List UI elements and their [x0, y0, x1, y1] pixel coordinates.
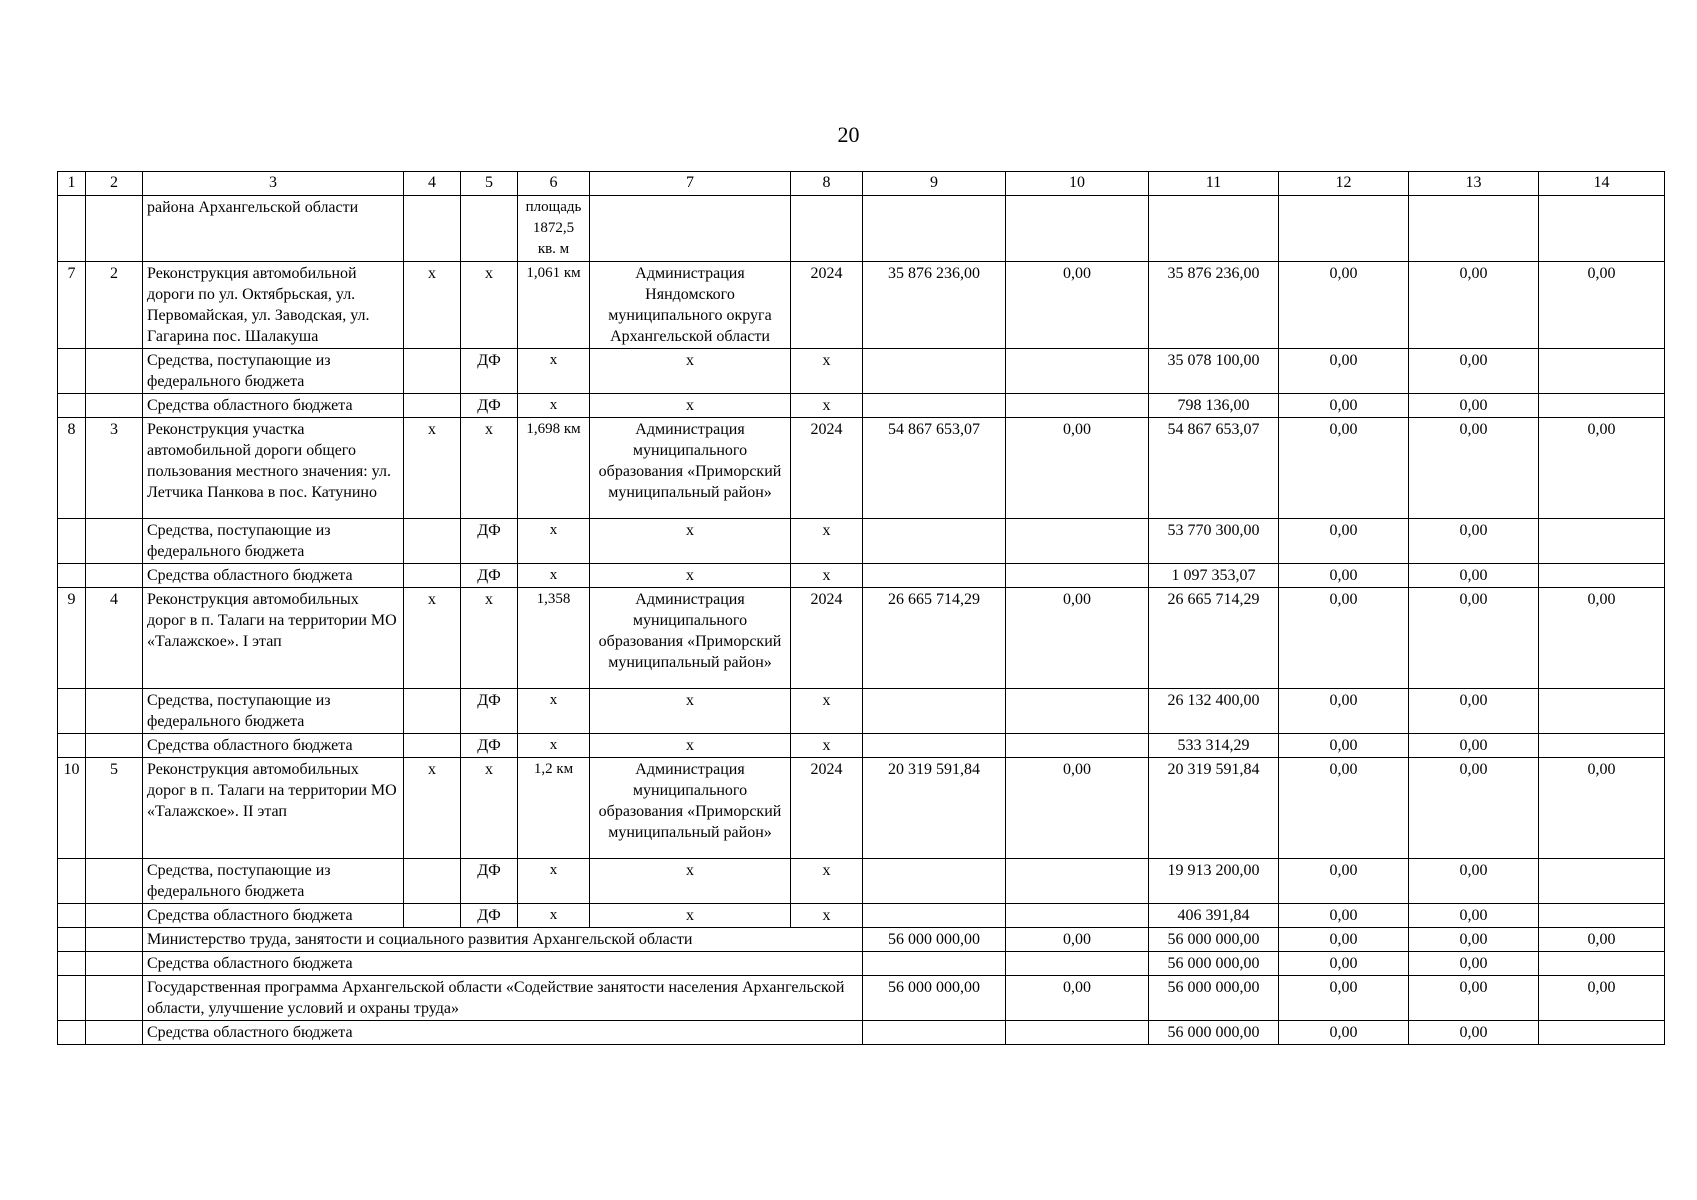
table-cell: [58, 689, 86, 734]
table-cell: 0,00: [1409, 418, 1539, 519]
table-cell: Администрация Няндомского муниципального округа Архангельской области: [590, 262, 791, 349]
table-cell: Министерство труда, занятости и социального развития Архангельской области: [143, 928, 863, 952]
table-cell: 0,00: [1539, 588, 1665, 689]
table-cell: х: [590, 859, 791, 904]
table-cell: 0,00: [1409, 904, 1539, 928]
table-cell: [1006, 904, 1149, 928]
table-row: [58, 588, 1665, 689]
table-cell: 9: [58, 588, 86, 689]
table-cell: 56 000 000,00: [1149, 928, 1279, 952]
table-cell: [1539, 196, 1665, 262]
table-cell: 0,00: [1279, 904, 1409, 928]
table-cell: Администрация муниципального образования «Приморский муниципальный район»: [590, 418, 791, 519]
table-cell: 0,00: [1539, 928, 1665, 952]
table-cell: [404, 519, 461, 564]
table-cell: 56 000 000,00: [863, 928, 1006, 952]
table-cell: [86, 976, 143, 1021]
table-cell: 0,00: [1279, 349, 1409, 394]
table-cell: 0,00: [1279, 758, 1409, 859]
table-cell: 0,00: [1279, 418, 1409, 519]
table-cell: 56 000 000,00: [1149, 976, 1279, 1021]
table-cell: 20 319 591,84: [1149, 758, 1279, 859]
table-cell: ДФ: [461, 564, 518, 588]
table-cell: 0,00: [1539, 418, 1665, 519]
table-cell: х: [590, 349, 791, 394]
table-cell: х: [791, 564, 863, 588]
table-cell: [1539, 394, 1665, 418]
table-row: [58, 734, 1665, 758]
table-cell: ДФ: [461, 859, 518, 904]
table-cell: [404, 196, 461, 262]
table-cell: [58, 859, 86, 904]
column-header: 1: [58, 172, 86, 196]
column-header: 14: [1539, 172, 1665, 196]
table-cell: 0,00: [1409, 976, 1539, 1021]
table-cell: 0,00: [1539, 758, 1665, 859]
table-cell: 0,00: [1409, 734, 1539, 758]
table-cell: 0,00: [1409, 758, 1539, 859]
table-cell: 1,358: [518, 588, 590, 689]
table-cell: 0,00: [1279, 689, 1409, 734]
table-cell: х: [590, 564, 791, 588]
table-cell: х: [518, 689, 590, 734]
table-cell: ДФ: [461, 689, 518, 734]
table-cell: х: [404, 758, 461, 859]
table-cell: 26 132 400,00: [1149, 689, 1279, 734]
table-cell: [404, 394, 461, 418]
table-row: [58, 928, 1665, 952]
table-cell: [1539, 1021, 1665, 1045]
table-cell: 1,2 км: [518, 758, 590, 859]
table-cell: 0,00: [1409, 349, 1539, 394]
table-cell: 56 000 000,00: [1149, 1021, 1279, 1045]
table-row: [58, 859, 1665, 904]
table-cell: х: [461, 758, 518, 859]
column-header: 4: [404, 172, 461, 196]
table-cell: 53 770 300,00: [1149, 519, 1279, 564]
table-cell: [404, 904, 461, 928]
table-cell: [58, 928, 86, 952]
table-cell: [404, 734, 461, 758]
table-cell: 798 136,00: [1149, 394, 1279, 418]
column-header: 2: [86, 172, 143, 196]
column-header: 3: [143, 172, 404, 196]
table-cell: х: [791, 859, 863, 904]
table-cell: [1539, 859, 1665, 904]
table-cell: [863, 394, 1006, 418]
column-header: 11: [1149, 172, 1279, 196]
table-row: [58, 1021, 1665, 1045]
table-cell: 0,00: [1409, 588, 1539, 689]
table-cell: [1539, 519, 1665, 564]
table-cell: [791, 196, 863, 262]
table-cell: 0,00: [1279, 588, 1409, 689]
table-cell: [404, 689, 461, 734]
table-row: [58, 196, 1665, 262]
table-cell: [86, 564, 143, 588]
table-row: [58, 952, 1665, 976]
table-cell: [58, 1021, 86, 1045]
table-cell: [404, 349, 461, 394]
table-cell: 0,00: [1279, 976, 1409, 1021]
table-cell: [58, 349, 86, 394]
table-cell: 1,698 км: [518, 418, 590, 519]
table-cell: [86, 196, 143, 262]
table-cell: Реконструкция автомобильной дороги по ул. Октябрьская, ул. Первомайская, ул. Заводская, ул. Гагарина пос. Шалакуша: [143, 262, 404, 349]
column-header: 6: [518, 172, 590, 196]
table-cell: 0,00: [1006, 418, 1149, 519]
table-cell: [863, 1021, 1006, 1045]
table-cell: 35 078 100,00: [1149, 349, 1279, 394]
table-cell: [86, 519, 143, 564]
table-cell: [590, 196, 791, 262]
table-cell: Средства областного бюджета: [143, 564, 404, 588]
table-cell: х: [518, 394, 590, 418]
page-number: 20: [837, 122, 860, 147]
table-cell: 0,00: [1409, 1021, 1539, 1045]
table-cell: 0,00: [1409, 262, 1539, 349]
table-body: [58, 172, 1665, 1045]
table-cell: 1,061 км: [518, 262, 590, 349]
table-row: [58, 689, 1665, 734]
column-header: 7: [590, 172, 791, 196]
column-header-row: [58, 172, 1665, 196]
table-cell: х: [791, 519, 863, 564]
table-cell: 0,00: [1279, 519, 1409, 564]
table-cell: [58, 196, 86, 262]
table-cell: 0,00: [1279, 734, 1409, 758]
table-cell: 0,00: [1006, 928, 1149, 952]
table-cell: х: [791, 349, 863, 394]
table-cell: 2024: [791, 758, 863, 859]
table-cell: [1539, 349, 1665, 394]
table-cell: х: [791, 394, 863, 418]
table-cell: 20 319 591,84: [863, 758, 1006, 859]
table-cell: [404, 859, 461, 904]
table-cell: х: [590, 689, 791, 734]
table-cell: 3: [86, 418, 143, 519]
table-cell: 26 665 714,29: [863, 588, 1006, 689]
column-header: 10: [1006, 172, 1149, 196]
table-cell: площадь 1872,5 кв. м: [518, 196, 590, 262]
table-row: [58, 262, 1665, 349]
table-cell: [1006, 196, 1149, 262]
table-cell: [86, 394, 143, 418]
table-cell: 35 876 236,00: [863, 262, 1006, 349]
table-cell: [1279, 196, 1409, 262]
table-cell: [863, 349, 1006, 394]
table-cell: х: [461, 262, 518, 349]
table-cell: 533 314,29: [1149, 734, 1279, 758]
table-cell: х: [518, 734, 590, 758]
table-cell: ДФ: [461, 734, 518, 758]
table-cell: 2024: [791, 588, 863, 689]
table-cell: [1539, 689, 1665, 734]
table-cell: [863, 859, 1006, 904]
table-cell: [58, 952, 86, 976]
table-cell: [1006, 519, 1149, 564]
budget-table: [57, 171, 1665, 1045]
table-cell: 56 000 000,00: [863, 976, 1006, 1021]
table-cell: [1006, 564, 1149, 588]
table-cell: [1539, 952, 1665, 976]
table-cell: [863, 519, 1006, 564]
table-cell: 56 000 000,00: [1149, 952, 1279, 976]
table-cell: [58, 564, 86, 588]
table-cell: [1409, 196, 1539, 262]
table-cell: х: [791, 689, 863, 734]
table-cell: х: [590, 734, 791, 758]
table-cell: [86, 928, 143, 952]
table-cell: [1006, 394, 1149, 418]
table-cell: 35 876 236,00: [1149, 262, 1279, 349]
table-cell: 0,00: [1409, 394, 1539, 418]
table-cell: [58, 904, 86, 928]
table-cell: х: [461, 588, 518, 689]
table-cell: Средства, поступающие из федерального бюджета: [143, 349, 404, 394]
table-cell: [1006, 1021, 1149, 1045]
table-cell: х: [590, 519, 791, 564]
table-cell: [1006, 734, 1149, 758]
table-cell: ДФ: [461, 394, 518, 418]
table-cell: 2: [86, 262, 143, 349]
table-cell: [1006, 952, 1149, 976]
column-header: 13: [1409, 172, 1539, 196]
table-cell: 0,00: [1006, 758, 1149, 859]
table-cell: [863, 734, 1006, 758]
table-cell: 0,00: [1539, 262, 1665, 349]
table-cell: района Архангельской области: [143, 196, 404, 262]
table-cell: [1539, 904, 1665, 928]
table-cell: Реконструкция автомобильных дорог в п. Талаги на территории МО «Талажское». II этап: [143, 758, 404, 859]
table-cell: [86, 349, 143, 394]
table-cell: [58, 734, 86, 758]
table-cell: х: [791, 904, 863, 928]
table-cell: [86, 1021, 143, 1045]
table-cell: 0,00: [1279, 928, 1409, 952]
table-cell: х: [518, 564, 590, 588]
table-cell: Средства областного бюджета: [143, 952, 863, 976]
table-cell: 7: [58, 262, 86, 349]
table-cell: [86, 734, 143, 758]
table-cell: х: [590, 394, 791, 418]
table-cell: [1149, 196, 1279, 262]
table-cell: х: [404, 262, 461, 349]
column-header: 9: [863, 172, 1006, 196]
table-cell: [1006, 859, 1149, 904]
table-cell: 0,00: [1539, 976, 1665, 1021]
table-cell: 0,00: [1279, 1021, 1409, 1045]
table-cell: [1539, 734, 1665, 758]
table-row: [58, 349, 1665, 394]
table-cell: х: [404, 588, 461, 689]
table-cell: 5: [86, 758, 143, 859]
table-cell: [1006, 689, 1149, 734]
table-cell: х: [518, 859, 590, 904]
table-cell: Средства областного бюджета: [143, 734, 404, 758]
table-cell: 0,00: [1409, 952, 1539, 976]
table-cell: х: [461, 418, 518, 519]
table-cell: 8: [58, 418, 86, 519]
table-cell: [863, 564, 1006, 588]
table-cell: ДФ: [461, 519, 518, 564]
table-cell: Средства, поступающие из федерального бюджета: [143, 519, 404, 564]
table-cell: Администрация муниципального образования «Приморский муниципальный район»: [590, 588, 791, 689]
column-header: 12: [1279, 172, 1409, 196]
column-header: 5: [461, 172, 518, 196]
table-cell: [58, 394, 86, 418]
table-cell: ДФ: [461, 349, 518, 394]
table-cell: 0,00: [1006, 588, 1149, 689]
table-cell: х: [518, 519, 590, 564]
table-cell: 1 097 353,07: [1149, 564, 1279, 588]
table-cell: 0,00: [1006, 976, 1149, 1021]
table-cell: 0,00: [1006, 262, 1149, 349]
table-row: [58, 976, 1665, 1021]
table-cell: [86, 859, 143, 904]
table-cell: [863, 689, 1006, 734]
table-cell: 2024: [791, 262, 863, 349]
table-cell: ДФ: [461, 904, 518, 928]
table-cell: 54 867 653,07: [863, 418, 1006, 519]
table-cell: х: [791, 734, 863, 758]
table-row: [58, 904, 1665, 928]
table-cell: 19 913 200,00: [1149, 859, 1279, 904]
table-cell: 0,00: [1409, 564, 1539, 588]
table-cell: [461, 196, 518, 262]
table-cell: [58, 976, 86, 1021]
table-cell: 0,00: [1279, 394, 1409, 418]
table-cell: 54 867 653,07: [1149, 418, 1279, 519]
table-cell: 0,00: [1409, 928, 1539, 952]
table-cell: Средства, поступающие из федерального бюджета: [143, 859, 404, 904]
table-cell: Администрация муниципального образования «Приморский муниципальный район»: [590, 758, 791, 859]
table-cell: Государственная программа Архангельской области «Содействие занятости населения Архангельской области, улучшение условий и охраны труда»: [143, 976, 863, 1021]
table-cell: [86, 689, 143, 734]
table-cell: [404, 564, 461, 588]
table-cell: 10: [58, 758, 86, 859]
table-cell: Реконструкция автомобильных дорог в п. Талаги на территории МО «Талажское». I этап: [143, 588, 404, 689]
table-cell: х: [404, 418, 461, 519]
table-cell: Средства, поступающие из федерального бюджета: [143, 689, 404, 734]
table-cell: 0,00: [1279, 952, 1409, 976]
table-cell: [1006, 349, 1149, 394]
table-cell: Средства областного бюджета: [143, 904, 404, 928]
table-row: [58, 758, 1665, 859]
table-cell: х: [518, 904, 590, 928]
table-cell: 0,00: [1279, 859, 1409, 904]
table-cell: [86, 952, 143, 976]
table-cell: [863, 952, 1006, 976]
table-cell: 0,00: [1409, 689, 1539, 734]
table-cell: 4: [86, 588, 143, 689]
table-cell: Средства областного бюджета: [143, 394, 404, 418]
table-cell: 2024: [791, 418, 863, 519]
table-cell: [58, 519, 86, 564]
table-cell: 0,00: [1279, 564, 1409, 588]
table-cell: 26 665 714,29: [1149, 588, 1279, 689]
table-row: [58, 519, 1665, 564]
table-cell: х: [518, 349, 590, 394]
column-header: 8: [791, 172, 863, 196]
table-row: [58, 394, 1665, 418]
table-cell: Средства областного бюджета: [143, 1021, 863, 1045]
table-cell: Реконструкция участка автомобильной дороги общего пользования местного значения: ул. Летчика Панкова в пос. Катунино: [143, 418, 404, 519]
table-row: [58, 564, 1665, 588]
table-cell: [863, 904, 1006, 928]
table-cell: [86, 904, 143, 928]
table-row: [58, 418, 1665, 519]
table-cell: х: [590, 904, 791, 928]
table-cell: 0,00: [1279, 262, 1409, 349]
table-cell: 406 391,84: [1149, 904, 1279, 928]
table-cell: [863, 196, 1006, 262]
table-cell: 0,00: [1409, 519, 1539, 564]
table-cell: 0,00: [1409, 859, 1539, 904]
table-cell: [1539, 564, 1665, 588]
